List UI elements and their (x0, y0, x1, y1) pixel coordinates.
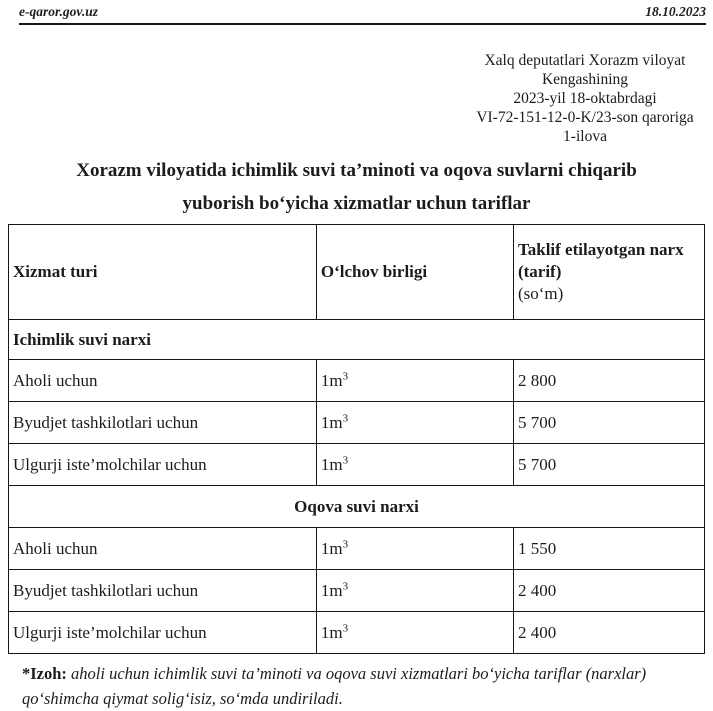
footnote-label: *Izoh: (22, 664, 67, 683)
unit-superscript: 3 (342, 453, 349, 466)
decree-line: 1-ilova (563, 128, 607, 145)
unit-cell (316, 612, 513, 654)
unit-base: 1m (320, 580, 343, 600)
decree-line: Kengashining (541, 71, 629, 88)
decree-line: 2023-yil 18-oktabrdagi (513, 90, 657, 107)
table-row (9, 528, 705, 570)
section-row-drinking-water (9, 320, 705, 360)
price-cell: 2 400 (513, 612, 704, 654)
unit-superscript: 3 (342, 411, 349, 424)
unit-superscript: 3 (342, 579, 349, 592)
unit-cell (316, 570, 513, 612)
title-line-1: Xorazm viloyatida ichimlik suvi ta’minoti va oqova suvlarni chiqarib (76, 160, 637, 181)
unit-base: 1m (320, 622, 343, 642)
service-cell: Ulgurji iste’molchilar uchun (9, 444, 317, 486)
tariffs-table (8, 224, 705, 654)
section-row-sewage (9, 486, 705, 528)
column-header-service: Xizmat turi (9, 225, 317, 320)
column-header-price (513, 225, 704, 320)
page-date: 18.10.2023 (645, 4, 706, 19)
price-cell: 1 550 (513, 528, 704, 570)
unit-cell (316, 402, 513, 444)
table-row (9, 444, 705, 486)
unit-base: 1m (320, 454, 343, 474)
decree-reference (463, 51, 707, 146)
document-title (0, 154, 713, 220)
unit-superscript: 3 (342, 621, 349, 634)
footnote-text: aholi uchun ichimlik suvi ta’minoti va oqova suvi xizmatlari bo‘yicha tariflar (narxlar) qo‘shimcha qiymat solig‘isiz, so‘mda undiriladi. (22, 664, 647, 708)
decree-line: VI-72-151-12-0-K/23-son qaroriga (476, 109, 694, 126)
unit-cell (316, 528, 513, 570)
column-header-unit: O‘lchov birligi (316, 225, 513, 320)
price-cell: 2 400 (513, 570, 704, 612)
site-name: e-qaror.gov.uz (19, 4, 99, 19)
price-cell: 2 800 (513, 360, 704, 402)
unit-cell (316, 444, 513, 486)
service-cell: Byudjet tashkilotlari uchun (9, 402, 317, 444)
unit-base: 1m (320, 538, 343, 558)
section-heading: Oqova suvi narxi (9, 486, 705, 528)
service-cell: Aholi uchun (9, 528, 317, 570)
table-row (9, 570, 705, 612)
title-line-2: yuborish bo‘yicha xizmatlar uchun tariflar (182, 193, 531, 214)
price-cell: 5 700 (513, 444, 704, 486)
column-header-price-label: Taklif etilayotgan narx (tarif) (517, 240, 684, 281)
decree-line: Xalq deputatlari Xorazm viloyat (484, 52, 686, 69)
service-cell: Byudjet tashkilotlari uchun (9, 570, 317, 612)
column-header-price-sub: (so‘m) (517, 284, 564, 303)
unit-base: 1m (320, 412, 343, 432)
price-cell: 5 700 (513, 402, 704, 444)
service-cell: Aholi uchun (9, 360, 317, 402)
table-row (9, 402, 705, 444)
unit-superscript: 3 (342, 369, 349, 382)
section-heading: Ichimlik suvi narxi (9, 320, 705, 360)
service-cell: Ulgurji iste’molchilar uchun (9, 612, 317, 654)
table-header-row (9, 225, 705, 320)
table-row (9, 612, 705, 654)
unit-base: 1m (320, 370, 343, 390)
unit-superscript: 3 (342, 537, 349, 550)
footnote (22, 662, 697, 711)
page-header (19, 0, 706, 25)
table-row (9, 360, 705, 402)
unit-cell (316, 360, 513, 402)
